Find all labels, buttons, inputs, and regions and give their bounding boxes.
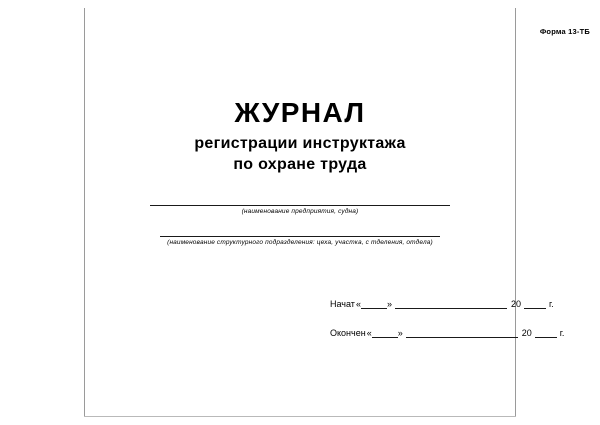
finished-year-field[interactable] [535,327,557,338]
finished-quote-open: « [366,328,372,338]
date-block [330,298,564,356]
page-subtitle-line-1: регистрации инструктажа [194,135,406,153]
finished-quote-close: » [397,328,403,338]
fill-in-block [100,205,500,246]
started-year-suffix: г. [548,299,554,309]
title-block [0,98,600,174]
started-row [330,298,564,309]
finished-month-field[interactable] [406,327,518,338]
form-code: Форма 13-ТБ [539,27,590,36]
started-year-field[interactable] [524,298,546,309]
organization-fill-line[interactable] [150,205,450,206]
page-subtitle-line-2: по охране труда [233,155,367,173]
finished-row [330,327,564,338]
finished-label: Окончен [330,328,366,338]
subdivision-fill-line[interactable] [160,236,440,237]
started-quote-close: » [386,299,392,309]
started-quote-open: « [355,299,361,309]
started-year-prefix: 20 [510,299,521,309]
subdivision-caption: (наименование структурного подразделения: цеха, участка, с тделения, отдела) [167,239,433,246]
started-day-field[interactable] [361,298,387,309]
sheet-bottom-edge [84,416,516,417]
finished-day-field[interactable] [372,327,398,338]
finished-year-suffix: г. [559,328,565,338]
finished-year-prefix: 20 [521,328,532,338]
started-label: Начат [330,299,355,309]
page-title: ЖУРНАЛ [234,97,366,128]
organization-caption: (наименование предприятия, судна) [241,208,359,215]
started-month-field[interactable] [395,298,507,309]
